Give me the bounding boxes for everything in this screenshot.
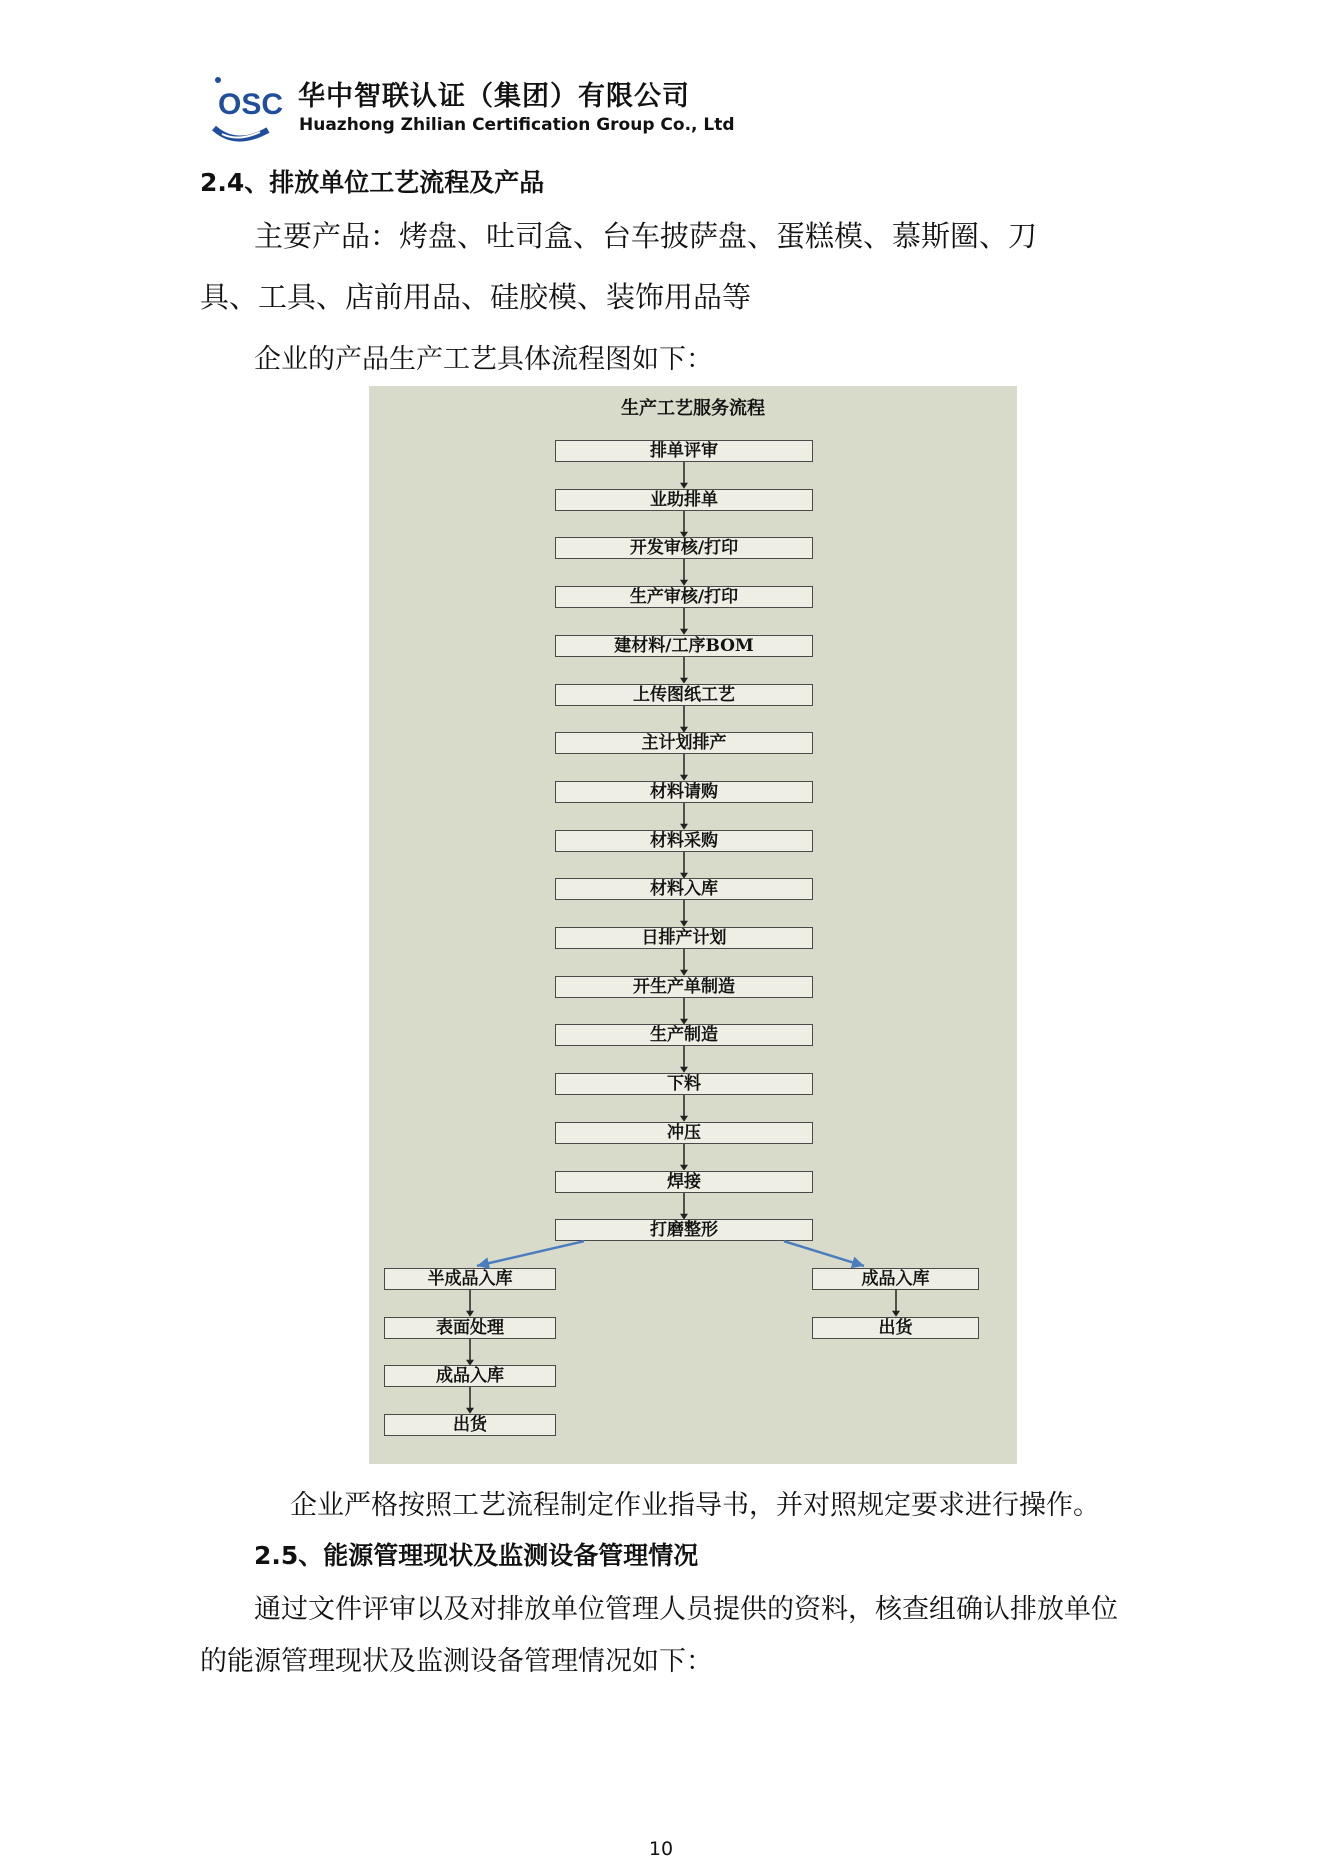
section-2-5-heading: 2.5、能源管理现状及监测设备管理情况	[254, 1541, 699, 1570]
section-2-5-line-2: 的能源管理现状及监测设备管理情况如下：	[200, 1646, 713, 1677]
left-branch-step-3: 成品入库	[384, 1365, 556, 1387]
flow-step-12: 开生产单制造	[555, 976, 813, 998]
flow-step-8: 材料请购	[555, 781, 813, 803]
flow-step-14: 下料	[555, 1073, 813, 1095]
flow-step-10: 材料入库	[555, 878, 813, 900]
flow-step-4: 生产审核/打印	[555, 586, 813, 608]
flow-step-9: 材料采购	[555, 830, 813, 852]
company-name-cn: 华中智联认证（集团）有限公司	[298, 81, 690, 112]
process-flowchart	[369, 386, 1017, 1464]
page-number: 10	[648, 1838, 674, 1860]
left-branch-step-1: 半成品入库	[384, 1268, 556, 1290]
flow-step-3: 开发审核/打印	[555, 537, 813, 559]
flow-step-15: 冲压	[555, 1122, 813, 1144]
flow-step-11: 日排产计划	[555, 927, 813, 949]
flowchart-title: 生产工艺服务流程	[621, 398, 765, 419]
flow-step-2: 业助排单	[555, 489, 813, 511]
left-branch-step-4: 出货	[384, 1414, 556, 1436]
flow-step-13: 生产制造	[555, 1024, 813, 1046]
flow-step-6: 上传图纸工艺	[555, 684, 813, 706]
company-name-en: Huazhong Zhilian Certification Group Co., Ltd	[299, 115, 735, 135]
branch-arrows	[369, 386, 1017, 1464]
right-branch-step-2: 出货	[812, 1317, 979, 1339]
flow-step-17: 打磨整形	[555, 1219, 813, 1241]
section-2-4-heading: 2.4、排放单位工艺流程及产品	[200, 168, 545, 197]
right-branch-step-1: 成品入库	[812, 1268, 979, 1290]
branch-arrow-left-head	[477, 1257, 490, 1269]
products-line-1: 主要产品：烤盘、吐司盒、台车披萨盘、蛋糕模、慕斯圈、刀	[254, 219, 1038, 253]
company-logo	[208, 72, 286, 146]
flow-step-1: 排单评审	[555, 440, 813, 462]
left-branch-step-2: 表面处理	[384, 1317, 556, 1339]
branch-arrow-left	[477, 1241, 584, 1266]
flow-step-5: 建材料/工序BOM	[555, 635, 813, 657]
branch-arrow-right	[784, 1241, 864, 1266]
after-flow-text: 企业严格按照工艺流程制定作业指导书，并对照规定要求进行操作。	[290, 1490, 1100, 1521]
section-2-5-line-1: 通过文件评审以及对排放单位管理人员提供的资料，核查组确认排放单位	[254, 1594, 1118, 1625]
flow-intro: 企业的产品生产工艺具体流程图如下：	[254, 344, 713, 375]
logo-lettering: OSC	[218, 88, 284, 121]
products-line-2: 具、工具、店前用品、硅胶模、装饰用品等	[200, 280, 752, 314]
flow-step-7: 主计划排产	[555, 732, 813, 754]
flow-step-16: 焊接	[555, 1171, 813, 1193]
